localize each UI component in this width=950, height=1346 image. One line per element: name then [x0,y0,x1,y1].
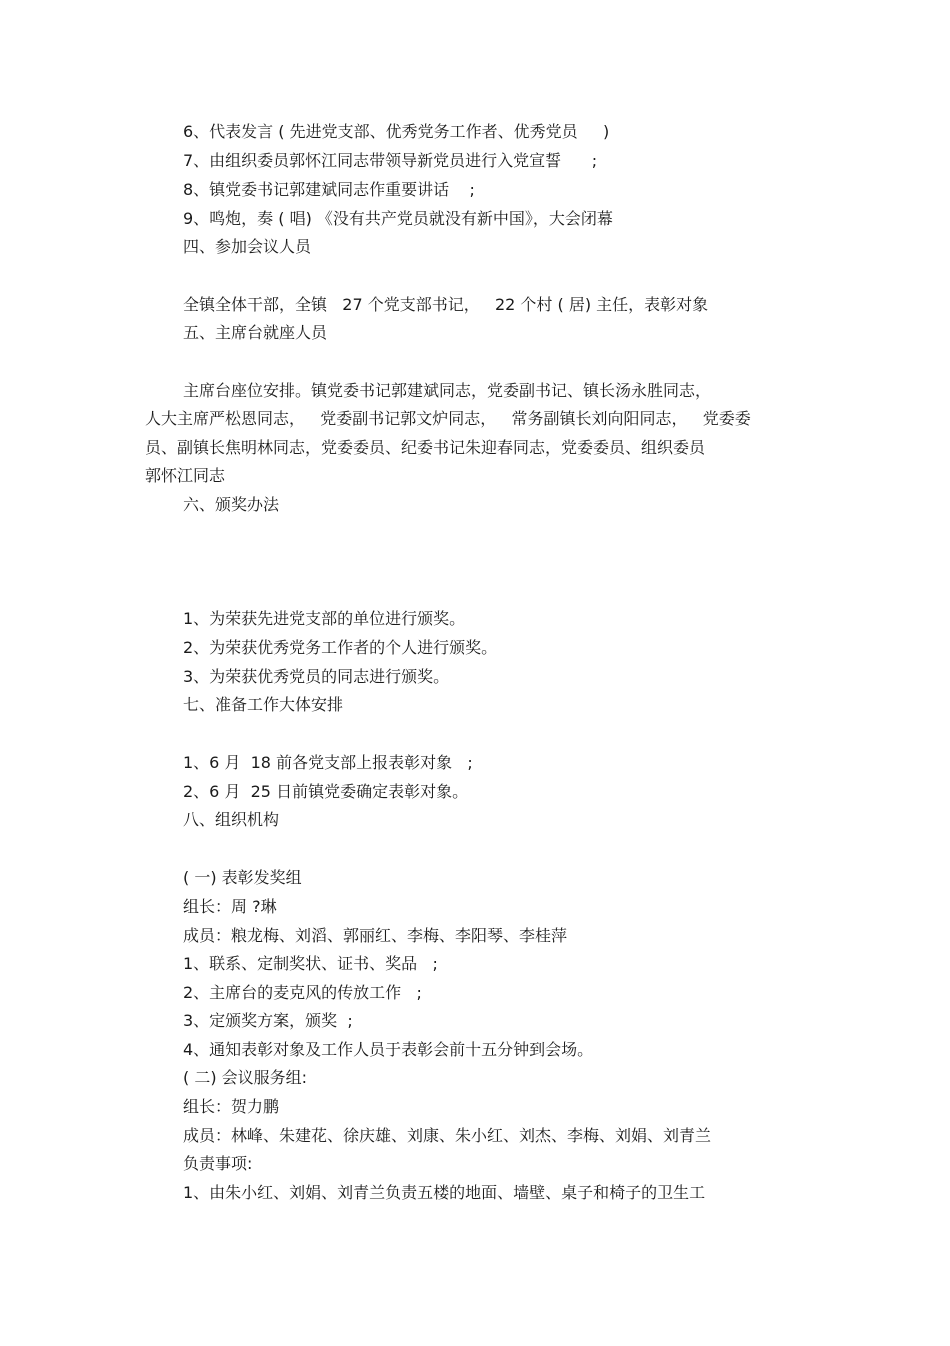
award-item: 1、为荣获先进党支部的单位进行颁奖。 [183,609,466,628]
section-heading-6: 六、颁奖办法 [183,495,280,514]
group-members: 成员：粮龙梅、刘滔、郭丽红、李梅、李阳琴、李桂萍 [183,926,568,945]
group-heading-2: ( 二) 会议服务组: [183,1068,308,1087]
prep-item: 1、6 月 18 前各党支部上报表彰对象 ; [183,753,473,772]
section-heading-4: 四、参加会议人员 [183,237,312,256]
group-leader: 组长：周 ?琳 [183,897,277,916]
agenda-item-7: 7、由组织委员郭怀江同志带领导新党员进行入党宣誓 ; [183,151,598,170]
section-heading-5: 五、主席台就座人员 [183,323,328,342]
award-item: 2、为荣获优秀党务工作者的个人进行颁奖。 [183,638,498,657]
responsibilities-heading: 负责事项: [183,1154,253,1173]
duty-item: 4、通知表彰对象及工作人员于表彰会前十五分钟到会场。 [183,1040,594,1059]
section-heading-8: 八、组织机构 [183,810,280,829]
seating-paragraph-line: 郭怀江同志 [145,466,226,485]
agenda-item-6: 6、代表发言 ( 先进党支部、优秀党务工作者、优秀党员 ) [183,122,610,141]
group-leader: 组长：贺力鹏 [183,1097,280,1116]
agenda-item-9: 9、鸣炮，奏 ( 唱) 《没有共产党员就没有新中国》，大会闭幕 [183,209,613,228]
duty-item: 3、定颁奖方案，颁奖 ; [183,1011,353,1030]
prep-item: 2、6 月 25 日前镇党委确定表彰对象。 [183,782,469,801]
group-heading-1: ( 一) 表彰发奖组 [183,868,302,887]
award-item: 3、为荣获优秀党员的同志进行颁奖。 [183,667,450,686]
seating-paragraph-line: 员、副镇长焦明林同志，党委委员、纪委书记朱迎春同志，党委委员、组织委员 [145,438,706,457]
duty-item: 1、联系、定制奖状、证书、奖品 ; [183,954,438,973]
seating-paragraph-line: 主席台座位安排。镇党委书记郭建斌同志，党委副书记、镇长汤永胜同志， [183,381,712,400]
duty-item: 2、主席台的麦克风的传放工作 ; [183,983,422,1002]
section-heading-7: 七、准备工作大体安排 [183,695,344,714]
group-members: 成员：林峰、朱建花、徐庆雄、刘康、朱小红、刘杰、李梅、刘娟、刘青兰 [183,1126,712,1145]
duty-item: 1、由朱小红、刘娟、刘青兰负责五楼的地面、墙壁、桌子和椅子的卫生工 [183,1183,706,1202]
agenda-item-8: 8、镇党委书记郭建斌同志作重要讲话 ; [183,180,475,199]
attendees-text: 全镇全体干部，全镇 27 个党支部书记， 22 个村 ( 居) 主任，表彰对象 [183,295,709,314]
seating-paragraph-line: 人大主席严松恩同志， 党委副书记郭文炉同志， 常务副镇长刘向阳同志， 党委委 [145,409,751,428]
